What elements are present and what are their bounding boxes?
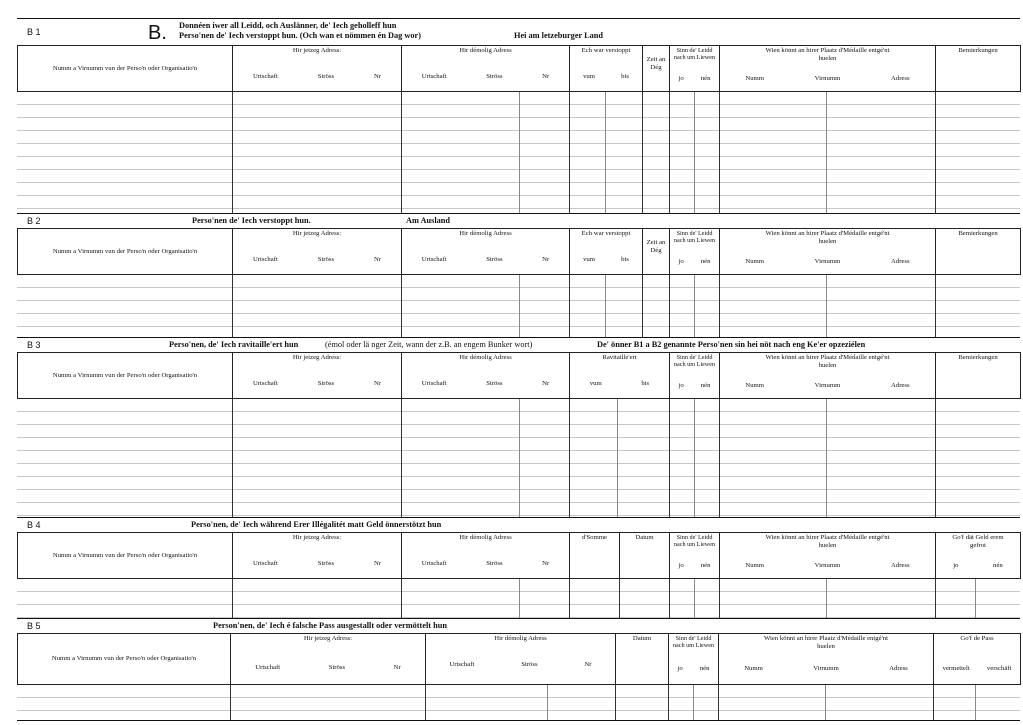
col-name: Numm a Virnumm vun der Perso'n oder Organisatio'n bbox=[18, 46, 233, 92]
section-title-line-2: Perso'nen de' Iech verstoppt hun. (Och wan et nömmen én Dag wor) bbox=[179, 31, 421, 40]
col-remarks: Bemierkungen bbox=[936, 46, 1021, 92]
section-title: Person'nen, de' Iech é falsche Pass ausgestallt oder vermöttelt hun bbox=[213, 621, 447, 630]
col-name: Numm a Virnumm vun der Perso'n oder Organisatio'n bbox=[18, 229, 233, 275]
col-remarks: Bemierkungen bbox=[936, 353, 1021, 399]
section-b4-rows[interactable] bbox=[17, 579, 1020, 618]
col-current-address: Hir jetzeg Adress: Urtschaft Ströss Nr bbox=[231, 634, 426, 685]
col-returned: Go'f dät Geld erem gefrot jo nén bbox=[936, 533, 1021, 579]
form-bottom-border bbox=[17, 720, 1020, 721]
section-b5-rows[interactable] bbox=[17, 685, 1020, 721]
section-b4-title-row bbox=[17, 517, 1020, 533]
form-sheet bbox=[17, 18, 1020, 721]
col-suffered: Sinn de' Leidd nach um Liewen jo nén bbox=[670, 533, 720, 579]
col-time: Zeit an Dég bbox=[643, 229, 670, 275]
col-sum: d'Somme bbox=[570, 533, 620, 579]
big-letter: B. bbox=[148, 22, 167, 44]
col-former-address: Hir démolig Adress Urtschaft Ströss Nr bbox=[402, 353, 570, 399]
section-code: B 4 bbox=[27, 520, 41, 530]
section-code: B 3 bbox=[27, 340, 41, 350]
section-b2-title-row bbox=[17, 213, 1020, 229]
col-supplied: Ravitaille'ert vum bis bbox=[570, 353, 670, 399]
section-title: Perso'nen, de' Iech ravitaille'ert hun bbox=[169, 340, 299, 349]
section-b1 bbox=[17, 18, 1020, 213]
section-title: Perso'nen de' Iech verstoppt hun. bbox=[192, 216, 311, 225]
col-medal: Wien könnt an hirer Plaatz d'Médaille entgé'nt huelen Numm Virnumm Adress bbox=[720, 353, 936, 399]
col-suffered: Sinn de' Leidd nach um Liewen jo nén bbox=[670, 46, 720, 92]
section-title: Perso'nen, de' Iech während Erer Illégalitét matt Geld önnerstötzt hun bbox=[191, 520, 442, 529]
section-b4 bbox=[17, 517, 1020, 618]
col-time: Zeit an Dég bbox=[643, 46, 670, 92]
col-suffered: Sinn de' Leidd nach um Liewen jo nén bbox=[670, 229, 720, 275]
section-b4-header bbox=[17, 532, 1021, 579]
section-b3-rows[interactable] bbox=[17, 399, 1020, 517]
col-date: Datum bbox=[616, 634, 669, 685]
col-suffered: Sinn de' Leidd nach um Liewen jo nén bbox=[669, 634, 719, 685]
col-hidden: Ech war verstoppt vum bis bbox=[570, 46, 643, 92]
col-former-address: Hir démolig Adress Urtschaft Ströss Nr bbox=[402, 46, 570, 92]
col-former-address: Hir démolig Adress Urtschaft Ströss Nr bbox=[402, 229, 570, 275]
col-medal: Wien könnt an hirer Plaatz d'Médaille entgé'nt huelen Numm Virnumm Adress bbox=[720, 229, 936, 275]
section-b5-title-row bbox=[17, 618, 1020, 634]
section-b3-header bbox=[17, 352, 1021, 399]
section-title-note: (émol oder lä nger Zeit, wann der z.B. an engem Bunker wort) bbox=[325, 340, 533, 349]
section-b1-header bbox=[17, 45, 1021, 92]
col-name: Numm a Virnumm vun der Perso'n oder Organisatio'n bbox=[18, 353, 233, 399]
section-title-line-1: Donnéen iwer all Leidd, och Auslänner, de' Iech geholleff hun bbox=[179, 21, 397, 30]
col-suffered: Sinn de' Leidd nach um Liewen jo nén bbox=[670, 353, 720, 399]
col-former-address: Hir démolig Adress Urtschaft Ströss Nr bbox=[402, 533, 570, 579]
col-name: Numm a Virnumm vun der Perso'n oder Organisatio'n bbox=[18, 634, 231, 685]
col-hidden: Ech war verstoppt vum bis bbox=[570, 229, 643, 275]
section-code: B 2 bbox=[27, 216, 41, 226]
section-b1-title-row bbox=[17, 18, 1020, 46]
section-b3-title-row bbox=[17, 337, 1020, 353]
section-code: B 5 bbox=[27, 621, 41, 631]
section-title-extra: Hei am letzeburger Land bbox=[514, 31, 604, 40]
section-b5 bbox=[17, 618, 1020, 721]
col-medal: Wien könnt an hirer Plaatz d'Médaille entgé'nt huelen Numm Virnumm Adress bbox=[720, 46, 936, 92]
col-current-address: Hir jetzeg Adress: Urtschaft Ströss Nr bbox=[233, 229, 402, 275]
section-b1-rows[interactable] bbox=[17, 92, 1020, 213]
col-current-address: Hir jetzeg Adress: Urtschaft Ströss Nr bbox=[233, 353, 402, 399]
col-remarks: Bemierkungen bbox=[936, 229, 1021, 275]
col-date: Datum bbox=[620, 533, 670, 579]
section-b2-header bbox=[17, 228, 1021, 275]
col-medal: Wien könnt an hirer Plaatz d'Médaille entgé'nt huelen Numm Virnumm Adress bbox=[719, 634, 934, 685]
section-title-extra: De' önner B1 a B2 genannte Perso'nen sin hei nöt nach eng Ke'er opzeziélen bbox=[597, 340, 866, 349]
section-b2-rows[interactable] bbox=[17, 275, 1020, 337]
col-current-address: Hir jetzeg Adress: Urtschaft Ströss Nr bbox=[233, 46, 402, 92]
col-former-address: Hir démolig Adress Urtschaft Ströss Nr bbox=[426, 634, 616, 685]
section-code: B 1 bbox=[27, 27, 41, 37]
section-b2 bbox=[17, 213, 1020, 337]
col-pass: Go'f de Pass vermettelt verschäft bbox=[934, 634, 1021, 685]
col-medal: Wien könnt an hirer Plaatz d'Médaille entgé'nt huelen Numm Virnumm Adress bbox=[720, 533, 936, 579]
section-b5-header bbox=[17, 633, 1021, 685]
col-name: Numm a Virnumm vun der Perso'n oder Organisatio'n bbox=[18, 533, 233, 579]
section-b3 bbox=[17, 337, 1020, 517]
col-current-address: Hir jetzeg Adress: Urtschaft Ströss Nr bbox=[233, 533, 402, 579]
section-title-extra: Am Ausland bbox=[406, 216, 451, 225]
